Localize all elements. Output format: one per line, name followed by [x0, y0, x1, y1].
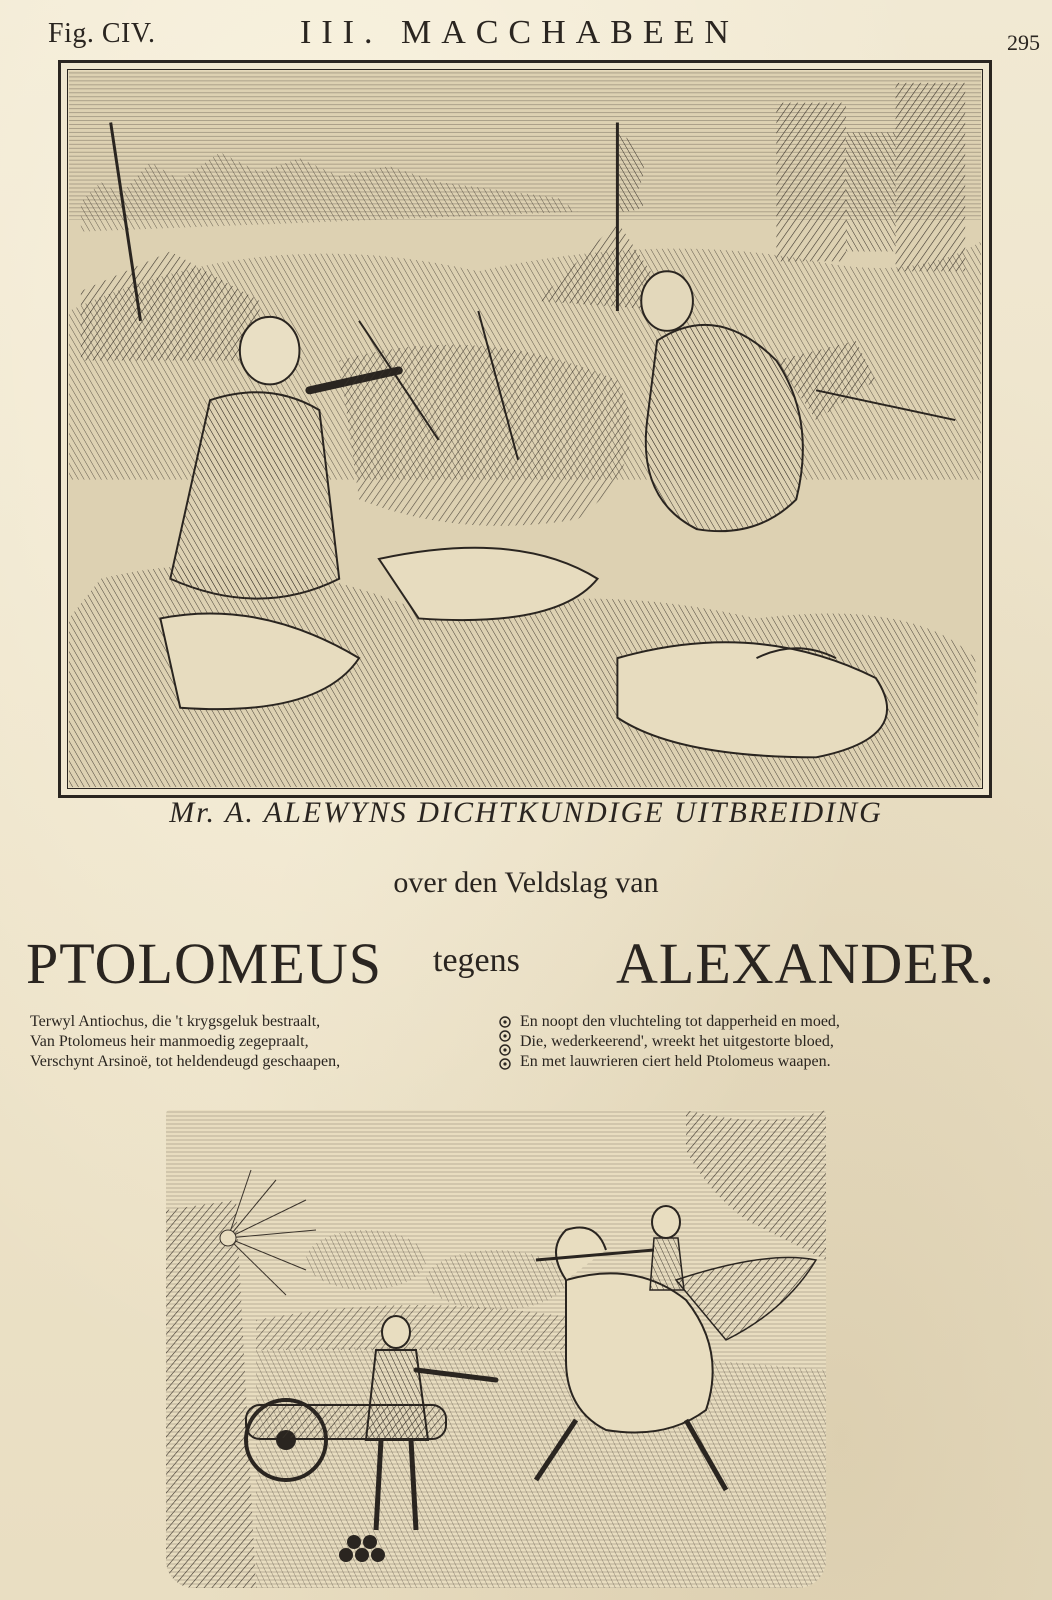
vignette-illustration	[166, 1110, 826, 1588]
verse-line: Die, wederkeerend', wreekt het uitgestorte bloed,	[520, 1033, 834, 1050]
caption-author-line: Mr. A. ALEWYNS DICHTKUNDIGE UITBREIDING	[169, 796, 883, 829]
allegorical-vignette-engraving	[166, 1110, 826, 1588]
verse-line: En noopt den vluchteling tot dapperheid en moed,	[520, 1013, 840, 1030]
running-title: III. MACCHABEEN	[300, 14, 739, 51]
caption-subtitle: over den Veldslag van	[393, 866, 659, 899]
verse-line: Van Ptolomeus heir manmoedig zegepraalt,	[30, 1033, 309, 1050]
caption-main-title	[26, 930, 1026, 996]
verse-line: En met lauwrieren ciert held Ptolomeus waapen.	[520, 1053, 831, 1070]
title-alexander: ALEXANDER.	[616, 931, 995, 996]
figure-label: Fig. CIV.	[48, 18, 156, 49]
verse-left-column	[30, 1012, 490, 1072]
page-number: 295	[1007, 30, 1040, 55]
verse-line: Terwyl Antiochus, die 't krygsgeluk bestraalt,	[30, 1013, 321, 1030]
battle-scene-illustration	[61, 63, 989, 795]
ornament-icon	[494, 1014, 516, 1074]
page-header	[0, 14, 1052, 54]
verse-right-column	[520, 1012, 1040, 1072]
title-ptolomeus: PTOLOMEUS	[26, 931, 382, 996]
title-tegens: tegens	[433, 942, 520, 979]
verse-line: Verschynt Arsinoë, tot heldendeugd geschaapen,	[30, 1053, 341, 1070]
battle-scene-engraving	[58, 60, 992, 798]
